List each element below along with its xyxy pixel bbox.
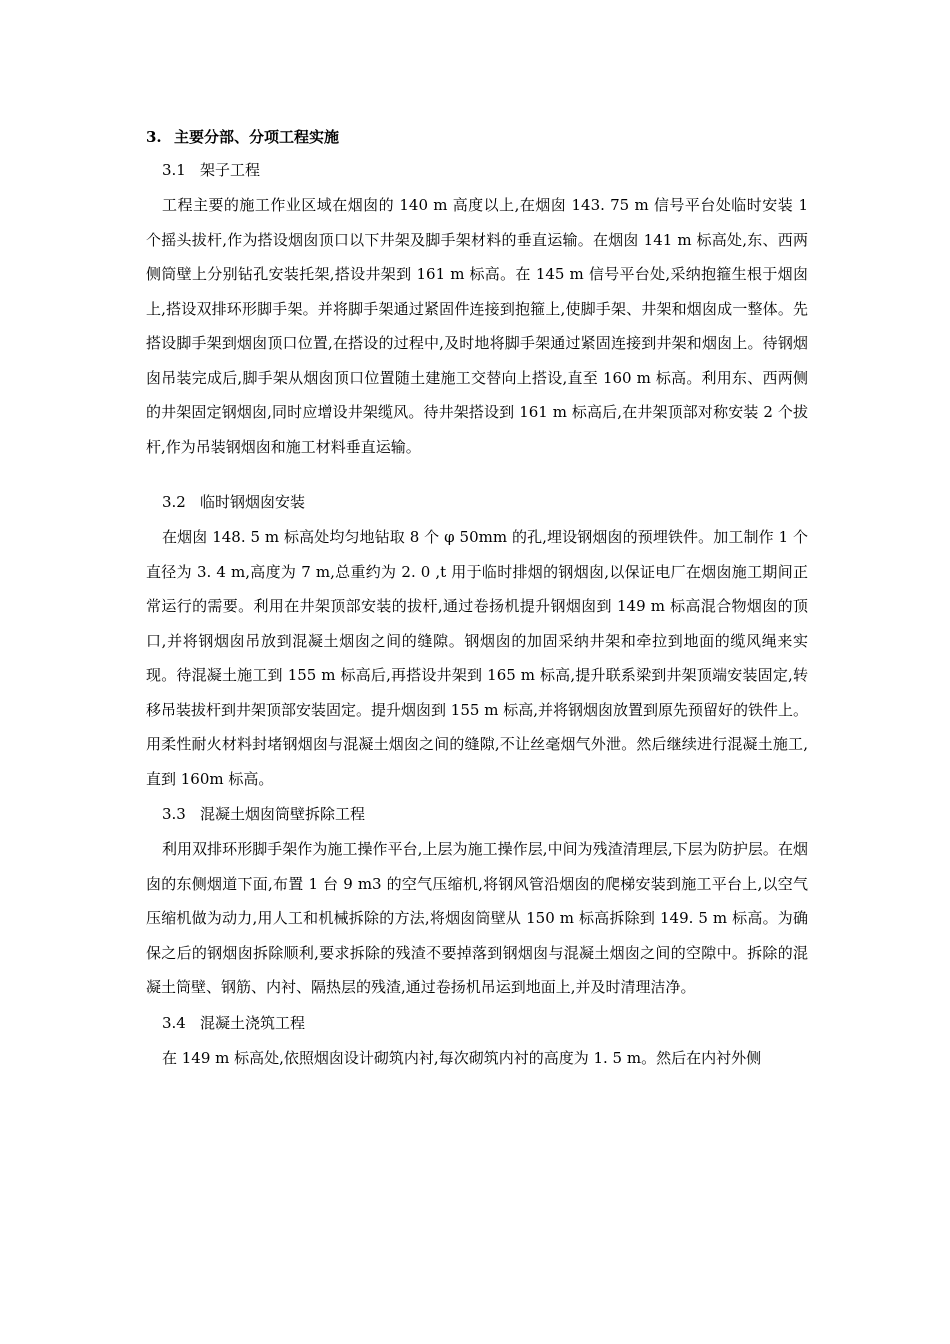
subsection-title: 架子工程 [200,161,261,179]
section-title: 主要分部、分项工程实施 [174,128,340,146]
subsection-number: 3.3 [162,805,186,823]
paragraph-3-1: 工程主要的施工作业区域在烟囱的 140 m 高度以上,在烟囱 143. 75 m 信号平台处临时安装 1 个摇头拔杆,作为搭设烟囱顶口以下井架及脚手架材料的垂直运输。在烟囱 141 m 标高处,东、西两侧筒壁上分别钻孔安装托架,搭设井架到 161 m 标高。在 145 m 信号平台处,采纳抱箍生根于烟囱上,搭设双排环形脚手架。并将脚手架通过紧固件连接到抱箍上,使脚手架、井架和烟囱成一整体。先搭设脚手架到烟囱顶口位置,在搭设的过程中,及时地将脚手架通过紧固连接到井架和烟囱上。待钢烟囱吊装完成后,脚手架从烟囱顶口位置随土建施工交替向上搭设,直至 160 m 标高。利用东、西两侧的井架固定钢烟囱,同时应增设井架缆风。待井架搭设到 161 m 标高后,在井架顶部对称安装 2 个拔杆,作为吊装钢烟囱和施工材料垂直运输。 [146,196,808,456]
subsection-number: 3.4 [162,1013,186,1032]
subsection-heading-3-4 [146,1005,808,1041]
subsection-number: 3.1 [162,161,186,179]
section-heading [146,122,808,152]
paragraph-3-2: 在烟囱 148. 5 m 标高处均匀地钻取 8 个 φ 50mm 的孔,埋设钢烟囱的预埋铁件。加工制作 1 个直径为 3. 4 m,高度为 7 m,总重约为 2. 0 ,t 用于临时排烟的钢烟囱,以保证电厂在烟囱施工期间正常运行的需要。利用在井架顶部安装的拔杆,通过卷扬机提升钢烟囱到 149 m 标高混合物烟囱的顶口,并将钢烟囱吊放到混凝土烟囱之间的缝隙。钢烟囱的加固采纳井架和牵拉到地面的缆风绳来实现。待混凝土施工到 155 m 标高后,再搭设井架到 165 m 标高,提升联系梁到井架顶端安装固定,转移吊装拔杆到井架顶部安装固定。提升烟囱到 155 m 标高,并将钢烟囱放置到原先预留好的铁件上。用柔性耐火材料封堵钢烟囱与混凝土烟囱之间的缝隙,不让丝毫烟气外泄。然后继续进行混凝土施工,直到 160m 标高。 [146,528,808,788]
section-number: 3. [146,128,162,146]
subsection-number: 3.2 [162,493,186,511]
subsection-title: 混凝土浇筑工程 [200,1013,306,1032]
paragraph-spacer [146,464,808,484]
subsection-title: 临时钢烟囱安装 [200,493,306,511]
subsection-heading-3-1 [146,152,808,188]
document-body [146,122,808,1075]
subsection-heading-3-3 [146,796,808,832]
subsection-heading-3-2 [146,484,808,520]
subsection-title: 混凝土烟囱筒壁拆除工程 [200,805,366,823]
paragraph-3-4: 在 149 m 标高处,依照烟囱设计砌筑内衬,每次砌筑内衬的高度为 1. 5 m。然后在内衬外侧 [162,1048,762,1067]
paragraph-3-3: 利用双排环形脚手架作为施工操作平台,上层为施工操作层,中间为残渣清理层,下层为防护层。在烟囱的东侧烟道下面,布置 1 台 9 m3 的空气压缩机,将钢风管沿烟囱的爬梯安装到施工平台上,以空气压缩机做为动力,用人工和机械拆除的方法,将烟囱筒壁从 150 m 标高拆除到 149. 5 m 标高。为确保之后的钢烟囱拆除顺利,要求拆除的残渣不要掉落到钢烟囱与混凝土烟囱之间的空隙中。拆除的混凝土筒壁、钢筋、内衬、隔热层的残渣,通过卷扬机吊运到地面上,并及时清理洁净。 [146,840,808,996]
